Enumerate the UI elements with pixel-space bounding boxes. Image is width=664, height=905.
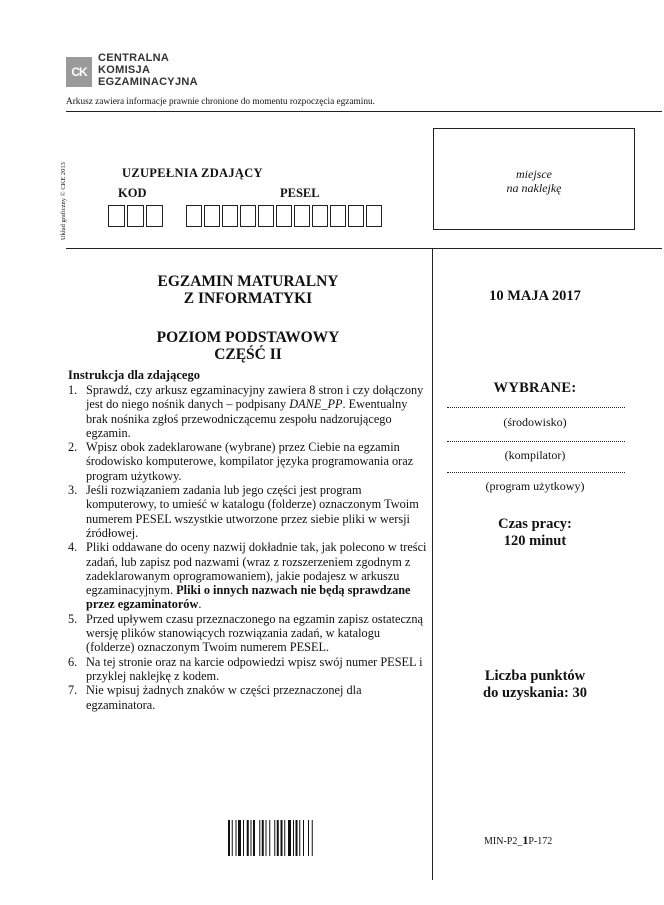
instruction-italic: DANE_PP bbox=[289, 397, 343, 412]
exam-title-line-1: EGZAMIN MATURALNY bbox=[157, 273, 339, 290]
instruction-number: 6. bbox=[68, 654, 78, 669]
logo-line-3: EGZAMINACYJNA bbox=[98, 76, 198, 88]
barcode-bar bbox=[284, 820, 285, 856]
kod-box[interactable] bbox=[146, 205, 163, 227]
pesel-box[interactable] bbox=[222, 205, 238, 227]
barcode bbox=[228, 820, 340, 856]
barcode-bar bbox=[262, 820, 264, 856]
env-line[interactable] bbox=[447, 407, 625, 408]
work-time-line-2: 120 minut bbox=[503, 533, 567, 549]
protected-notice: Arkusz zawiera informacje prawnie chronione do momentu rozpoczęcia egzaminu. bbox=[66, 97, 375, 107]
fill-by-candidate-title: UZUPEŁNIA ZDAJĄCY bbox=[122, 166, 263, 180]
barcode-bar bbox=[232, 820, 233, 856]
exam-level-line-2: CZĘŚĆ II bbox=[214, 346, 282, 363]
sticker-place-box bbox=[433, 128, 635, 230]
exam-level-line-1: POZIOM PODSTAWOWY bbox=[156, 329, 340, 346]
instruction-text-end: . Ewentualny brak nośnika zgłoś przewodniczącemu zespołu nadzorującego egzamin. bbox=[86, 397, 408, 440]
column-divider bbox=[432, 248, 433, 880]
instruction-text: Nie wpisuj żadnych znaków w części przeznaczonej dla egzaminatora. bbox=[86, 683, 362, 712]
instruction-item bbox=[68, 683, 428, 712]
barcode-bar bbox=[293, 820, 294, 856]
barcode-bar bbox=[303, 820, 304, 856]
pesel-box[interactable] bbox=[312, 205, 328, 227]
kod-box[interactable] bbox=[127, 205, 144, 227]
exam-level bbox=[68, 329, 428, 363]
barcode-bar bbox=[274, 820, 275, 856]
header-bottom-rule bbox=[66, 248, 662, 249]
instructions-list bbox=[68, 383, 428, 712]
instruction-number: 1. bbox=[68, 383, 78, 397]
instruction-item bbox=[68, 612, 428, 655]
layout-copyright: Układ graficzny © CKE 2013 bbox=[60, 162, 67, 240]
barcode-bar bbox=[296, 820, 298, 856]
kod-label: KOD bbox=[118, 186, 147, 200]
points-line-1: Liczba punktów bbox=[484, 668, 586, 684]
pesel-box[interactable] bbox=[258, 205, 274, 227]
exam-title bbox=[68, 273, 428, 307]
sheet-code-suffix: P-172 bbox=[528, 836, 553, 847]
instruction-item bbox=[68, 483, 428, 540]
work-time bbox=[440, 516, 630, 550]
env-label: (środowisko) bbox=[503, 415, 567, 429]
cke-logo-mark bbox=[66, 57, 92, 87]
pesel-box[interactable] bbox=[186, 205, 202, 227]
pesel-label: PESEL bbox=[280, 186, 320, 200]
logo-line-1: CENTRALNA bbox=[98, 52, 170, 64]
pesel-box[interactable] bbox=[348, 205, 364, 227]
barcode-bar bbox=[228, 820, 230, 856]
instruction-number: 4. bbox=[68, 540, 78, 555]
sheet-code bbox=[484, 833, 552, 848]
barcode-bar bbox=[308, 820, 309, 856]
kod-boxes[interactable] bbox=[108, 205, 165, 227]
pesel-box[interactable] bbox=[366, 205, 382, 227]
kod-box[interactable] bbox=[108, 205, 125, 227]
exam-title-line-2: Z INFORMATYKI bbox=[183, 290, 313, 307]
logo-line-2: KOMISJA bbox=[98, 64, 151, 76]
work-time-line-1: Czas pracy: bbox=[498, 516, 572, 532]
compiler-label: (kompilator) bbox=[504, 448, 566, 462]
barcode-bar bbox=[238, 820, 241, 856]
barcode-bar bbox=[247, 820, 249, 856]
instruction-item bbox=[68, 383, 428, 440]
barcode-bar bbox=[236, 820, 237, 856]
instruction-number: 3. bbox=[68, 483, 78, 498]
barcode-bar bbox=[277, 820, 279, 856]
instruction-text: Wpisz obok zadeklarowane (wybrane) przez Ciebie na egzamin środowisko komputerowe, kompilator języka programowania oraz program użytkowy. bbox=[86, 440, 414, 483]
barcode-bar bbox=[299, 820, 300, 856]
instruction-item bbox=[68, 655, 428, 684]
barcode-bar bbox=[243, 820, 244, 856]
pesel-box[interactable] bbox=[276, 205, 292, 227]
sticker-line-1: miejsce bbox=[516, 167, 552, 181]
cke-logo-text bbox=[98, 52, 198, 88]
instruction-item bbox=[68, 540, 428, 611]
instruction-text: Pliki oddawane do oceny nazwij dokładnie tak, jak polecono w treści zadań, lub zapisz pod nazwami (wraz z rozszerzeniem zgodnym z zadeklarowanym oprogramowaniem), jakie podajesz w arkuszu egzaminacyjnym. bbox=[86, 540, 427, 598]
sticker-line-2: na naklejkę bbox=[506, 181, 562, 195]
instructions-title: Instrukcja dla zdającego bbox=[68, 368, 200, 382]
barcode-bar bbox=[266, 820, 267, 856]
barcode-bar bbox=[259, 820, 260, 856]
barcode-bar bbox=[251, 820, 252, 856]
sheet-code-prefix: MIN-P2_ bbox=[484, 836, 523, 847]
instruction-text: Przed upływem czasu przeznaczonego na egzamin zapisz ostateczną wersję plików stanowiących rozwiązania zadań, w katalogu (folderze) oznaczonym Twoim numerem PESEL. bbox=[86, 611, 423, 655]
sheet-code-bold: 1 bbox=[522, 833, 529, 847]
instruction-text: Na tej stronie oraz na karcie odpowiedzi wpisz swój numer PESEL i przyklej naklejkę z kodem. bbox=[86, 654, 423, 683]
header-top-rule bbox=[66, 111, 662, 112]
instruction-number: 7. bbox=[68, 683, 78, 698]
chosen-title: WYBRANE: bbox=[493, 380, 577, 396]
program-label: (program użytkowy) bbox=[485, 479, 585, 493]
barcode-bar bbox=[281, 820, 283, 856]
pesel-box[interactable] bbox=[240, 205, 256, 227]
barcode-bar bbox=[288, 820, 291, 856]
points-total bbox=[440, 668, 630, 702]
instruction-bold: Pliki o innych nazwach nie będą sprawdzane przez egzaminatorów bbox=[86, 583, 411, 612]
pesel-boxes[interactable] bbox=[186, 205, 384, 227]
instruction-text: Sprawdź, czy arkusz egzaminacyjny zawiera 8 stron i czy dołączony jest do niego nośnik danych – podpisany bbox=[86, 383, 424, 412]
points-line-2: do uzyskania: 30 bbox=[483, 685, 587, 701]
pesel-box[interactable] bbox=[294, 205, 310, 227]
logo-mark-text: CK bbox=[71, 65, 87, 79]
barcode-bar bbox=[269, 820, 270, 856]
pesel-box[interactable] bbox=[204, 205, 220, 227]
program-line[interactable] bbox=[447, 472, 625, 473]
compiler-line[interactable] bbox=[447, 441, 625, 442]
instruction-item bbox=[68, 440, 428, 483]
barcode-bar bbox=[253, 820, 255, 856]
instruction-number: 5. bbox=[68, 611, 78, 626]
barcode-bar bbox=[312, 820, 313, 856]
instruction-number: 2. bbox=[68, 440, 78, 455]
exam-date: 10 MAJA 2017 bbox=[489, 288, 581, 304]
instruction-text: Jeśli rozwiązaniem zadania lub jego części jest program komputerowy, to umieść w katalogu (folderze) oznaczonym Twoim numerem PESEL wszystkie utworzone przez siebie pliki w wersji źródłowej. bbox=[86, 483, 419, 540]
pesel-box[interactable] bbox=[330, 205, 346, 227]
instruction-text-end: . bbox=[198, 597, 202, 612]
